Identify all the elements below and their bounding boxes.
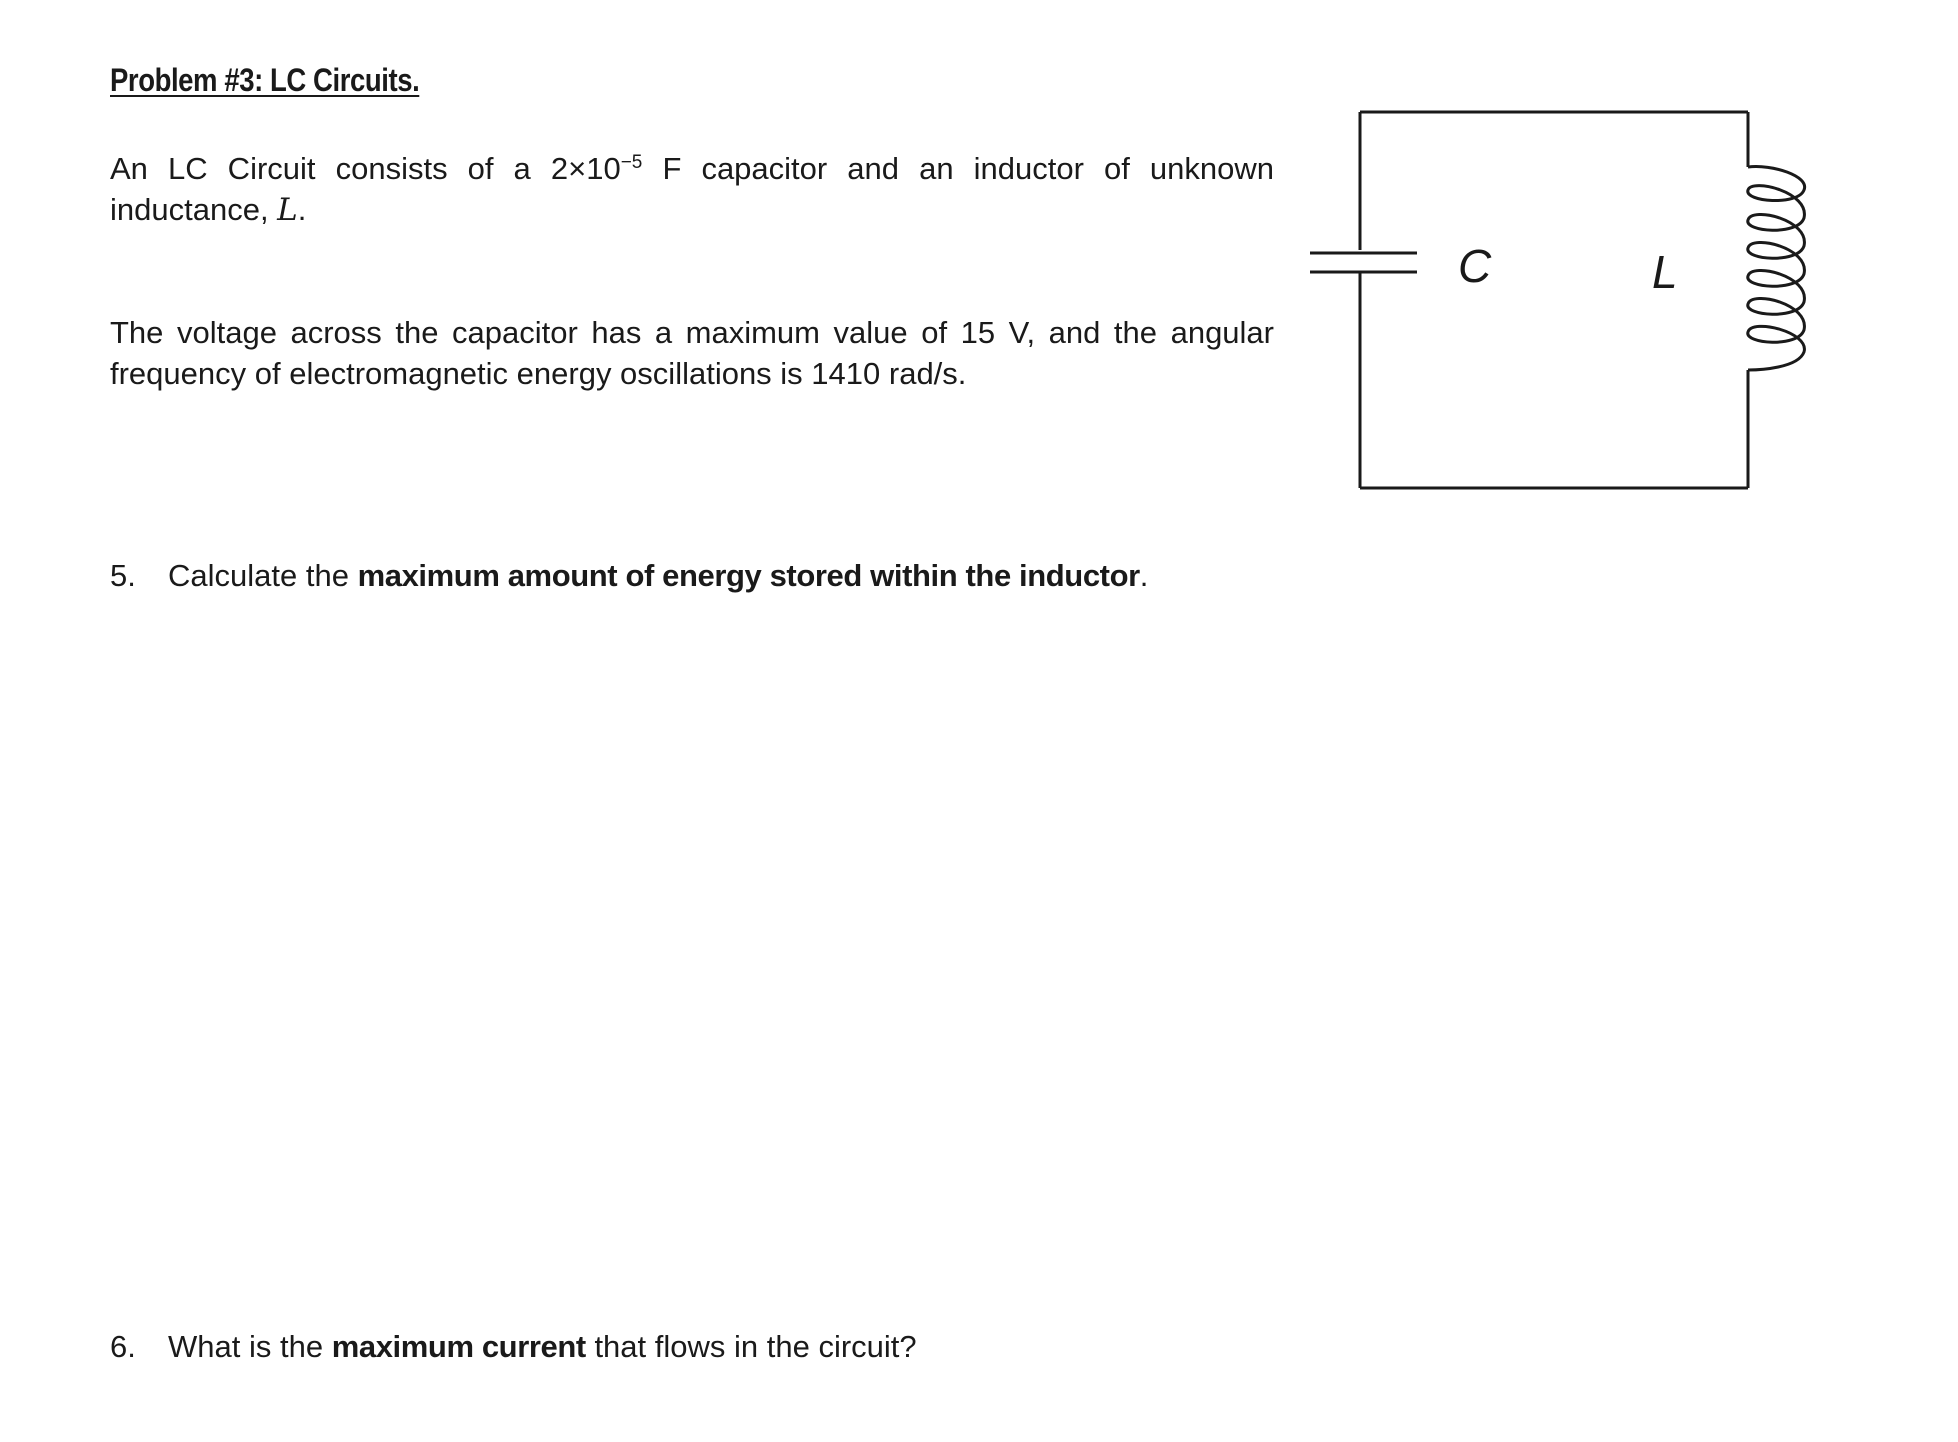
question-5-emphasis: maximum amount of energy stored within the inductor bbox=[357, 558, 1140, 593]
problem-title: Problem #3: LC Circuits. bbox=[110, 62, 420, 98]
lc-circuit-diagram bbox=[1310, 100, 1830, 500]
question-6-post: that flows in the circuit? bbox=[585, 1329, 917, 1364]
exponent: −5 bbox=[620, 152, 643, 173]
question-5-number: 5. bbox=[110, 558, 136, 593]
problem-conditions: The voltage across the capacitor has a maximum value of 15 V, and the angular frequency of electromagnetic energy oscillations is 1410 rad/s. bbox=[110, 315, 1274, 391]
description-end: . bbox=[297, 192, 307, 227]
question-6 bbox=[110, 1326, 917, 1367]
capacitor-label: C bbox=[1458, 240, 1492, 292]
question-6-number: 6. bbox=[110, 1329, 136, 1364]
inductance-variable: L bbox=[277, 192, 298, 228]
description-text-1: An LC Circuit consists of a 2×10 bbox=[110, 151, 621, 186]
question-6-emphasis: maximum current bbox=[331, 1329, 586, 1364]
question-5-post: . bbox=[1139, 558, 1149, 593]
problem-description bbox=[110, 148, 1274, 231]
inductor-coil-icon bbox=[1748, 167, 1805, 370]
question-5-pre: Calculate the bbox=[168, 558, 358, 593]
inductor-label: L bbox=[1652, 246, 1678, 298]
question-6-pre: What is the bbox=[168, 1329, 332, 1364]
question-5 bbox=[110, 555, 1148, 596]
description-text-2: F capacitor and an inductor of unknown inductance, bbox=[110, 151, 1275, 227]
